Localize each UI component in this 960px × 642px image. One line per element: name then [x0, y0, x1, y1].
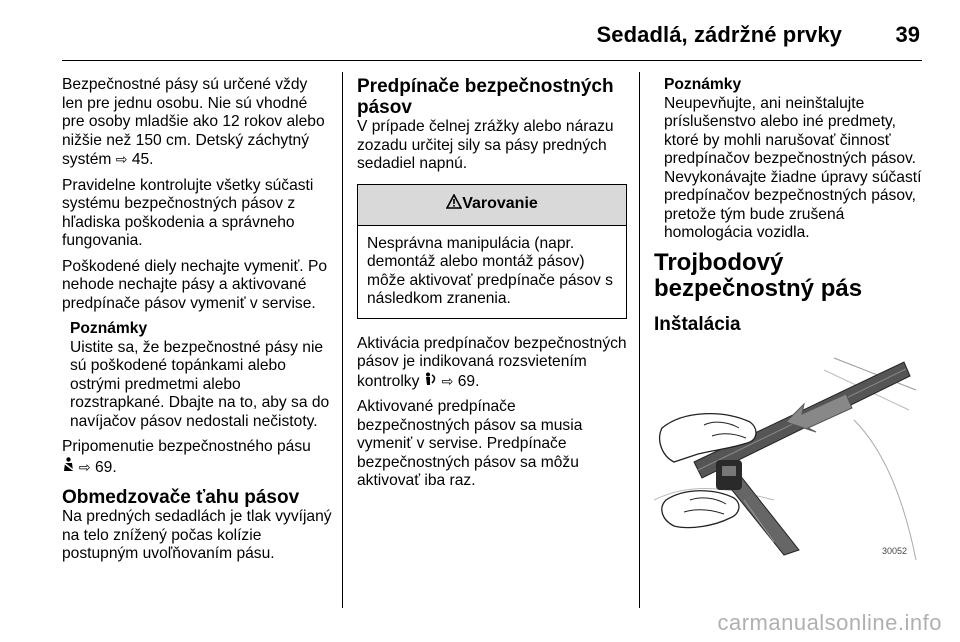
note-block	[70, 320, 332, 431]
paragraph: Na predných sedadlách je tlak vyvíjaný na telo znížený počas kolízie postupným uvoľňovaním pásu.	[62, 508, 332, 562]
column-2	[357, 76, 627, 498]
figure-code: 30052	[882, 545, 908, 556]
column-1	[62, 76, 332, 571]
page-number: 39	[895, 22, 920, 47]
paragraph: Poškodené diely nechajte vymeniť. Po nehode nechajte pásy a aktivované predpínače pásov vymeniť v servise.	[62, 257, 328, 312]
page-header	[0, 0, 960, 62]
warning-title: Varovanie	[462, 195, 538, 213]
note-text: Uistite sa, že bezpečnostné pásy nie sú poškodené topánkami alebo ostrými predmetmi alebo rozstrapkané. Dbajte na to, aby sa do navíjačov pásov nedostali nečistoty.	[70, 338, 330, 430]
paragraph	[62, 76, 332, 170]
chapter-heading: Trojbodový bezpečnostný pás	[654, 248, 863, 302]
paragraph-text: Aktivácia predpínačov bezpečnostných pásov je indikovaná rozsvietením kontrolky	[357, 334, 627, 390]
note-title: Poznámky	[664, 76, 742, 93]
seatbelt-installation-illustration	[654, 350, 918, 565]
page-ref-arrow-icon: ⇨	[78, 458, 91, 475]
paragraph: Aktivované predpínače bezpečnostných pásov sa musia vymeniť v servise. Predpínače bezpečnostných pásov sa môžu aktivovať iba raz.	[357, 398, 583, 489]
airbag-warning-icon	[424, 373, 442, 389]
watermark: carmanualsonline.info	[717, 610, 942, 635]
note-title: Poznámky	[70, 320, 148, 337]
warning-header	[358, 185, 626, 226]
note-block	[664, 76, 922, 243]
column-divider-2	[639, 72, 640, 608]
page-ref-arrow-icon: ⇨	[115, 151, 128, 167]
subsection-heading: Inštalácia	[654, 313, 741, 335]
warning-text: Nesprávna manipulácia (napr. demontáž alebo montáž pásov) môže aktivovať predpínače pásov s následkom zranenia.	[367, 234, 613, 307]
warning-triangle-icon	[446, 194, 462, 215]
column-divider-1	[342, 72, 343, 608]
page-ref-arrow-icon: ⇨	[441, 372, 454, 389]
paragraph-text: Pripomenutie bezpečnostného pásu	[62, 438, 311, 455]
seatbelt-reminder-icon	[62, 459, 79, 475]
page-title: Sedadlá, zádržné prvky	[596, 22, 842, 47]
page-ref[interactable]: 45.	[131, 151, 154, 168]
header-rule	[62, 60, 922, 61]
page-ref[interactable]: 69.	[94, 458, 117, 476]
paragraph: Pravidelne kontrolujte všetky súčasti systému bezpečnostných pásov z hľadiska poškodenia a správneho fungovania.	[62, 176, 314, 249]
page-ref[interactable]: 69.	[457, 372, 480, 390]
column-3	[654, 76, 922, 565]
warning-box	[357, 184, 627, 319]
note-text: Neupevňujte, ani neinštalujte príslušenstvo alebo iné predmety, ktoré by mohli narušovať činnosť predpínačov bezpečnostných pásov. Nevykonávajte žiadne úpravy súčastí predpínačov bezpečnostných pásov, pretože tým bude zrušená homologácia vozidla.	[664, 94, 922, 241]
section-heading: Obmedzovače ťahu pásov	[62, 487, 300, 508]
section-heading: Predpínače bezpečnostných pásov	[357, 76, 614, 118]
paragraph	[62, 438, 332, 477]
paragraph: V prípade čelnej zrážky alebo nárazu zozadu určitej sily sa pásy predných sedadiel napnú.	[357, 118, 614, 172]
paragraph	[357, 335, 627, 392]
paragraph-text: Bezpečnostné pásy sú určené vždy len pre jednu osobu. Nie sú vhodné pre osoby mladšie ako 12 rokov alebo nižšie než 150 cm. Detský záchytný systém	[62, 76, 325, 168]
